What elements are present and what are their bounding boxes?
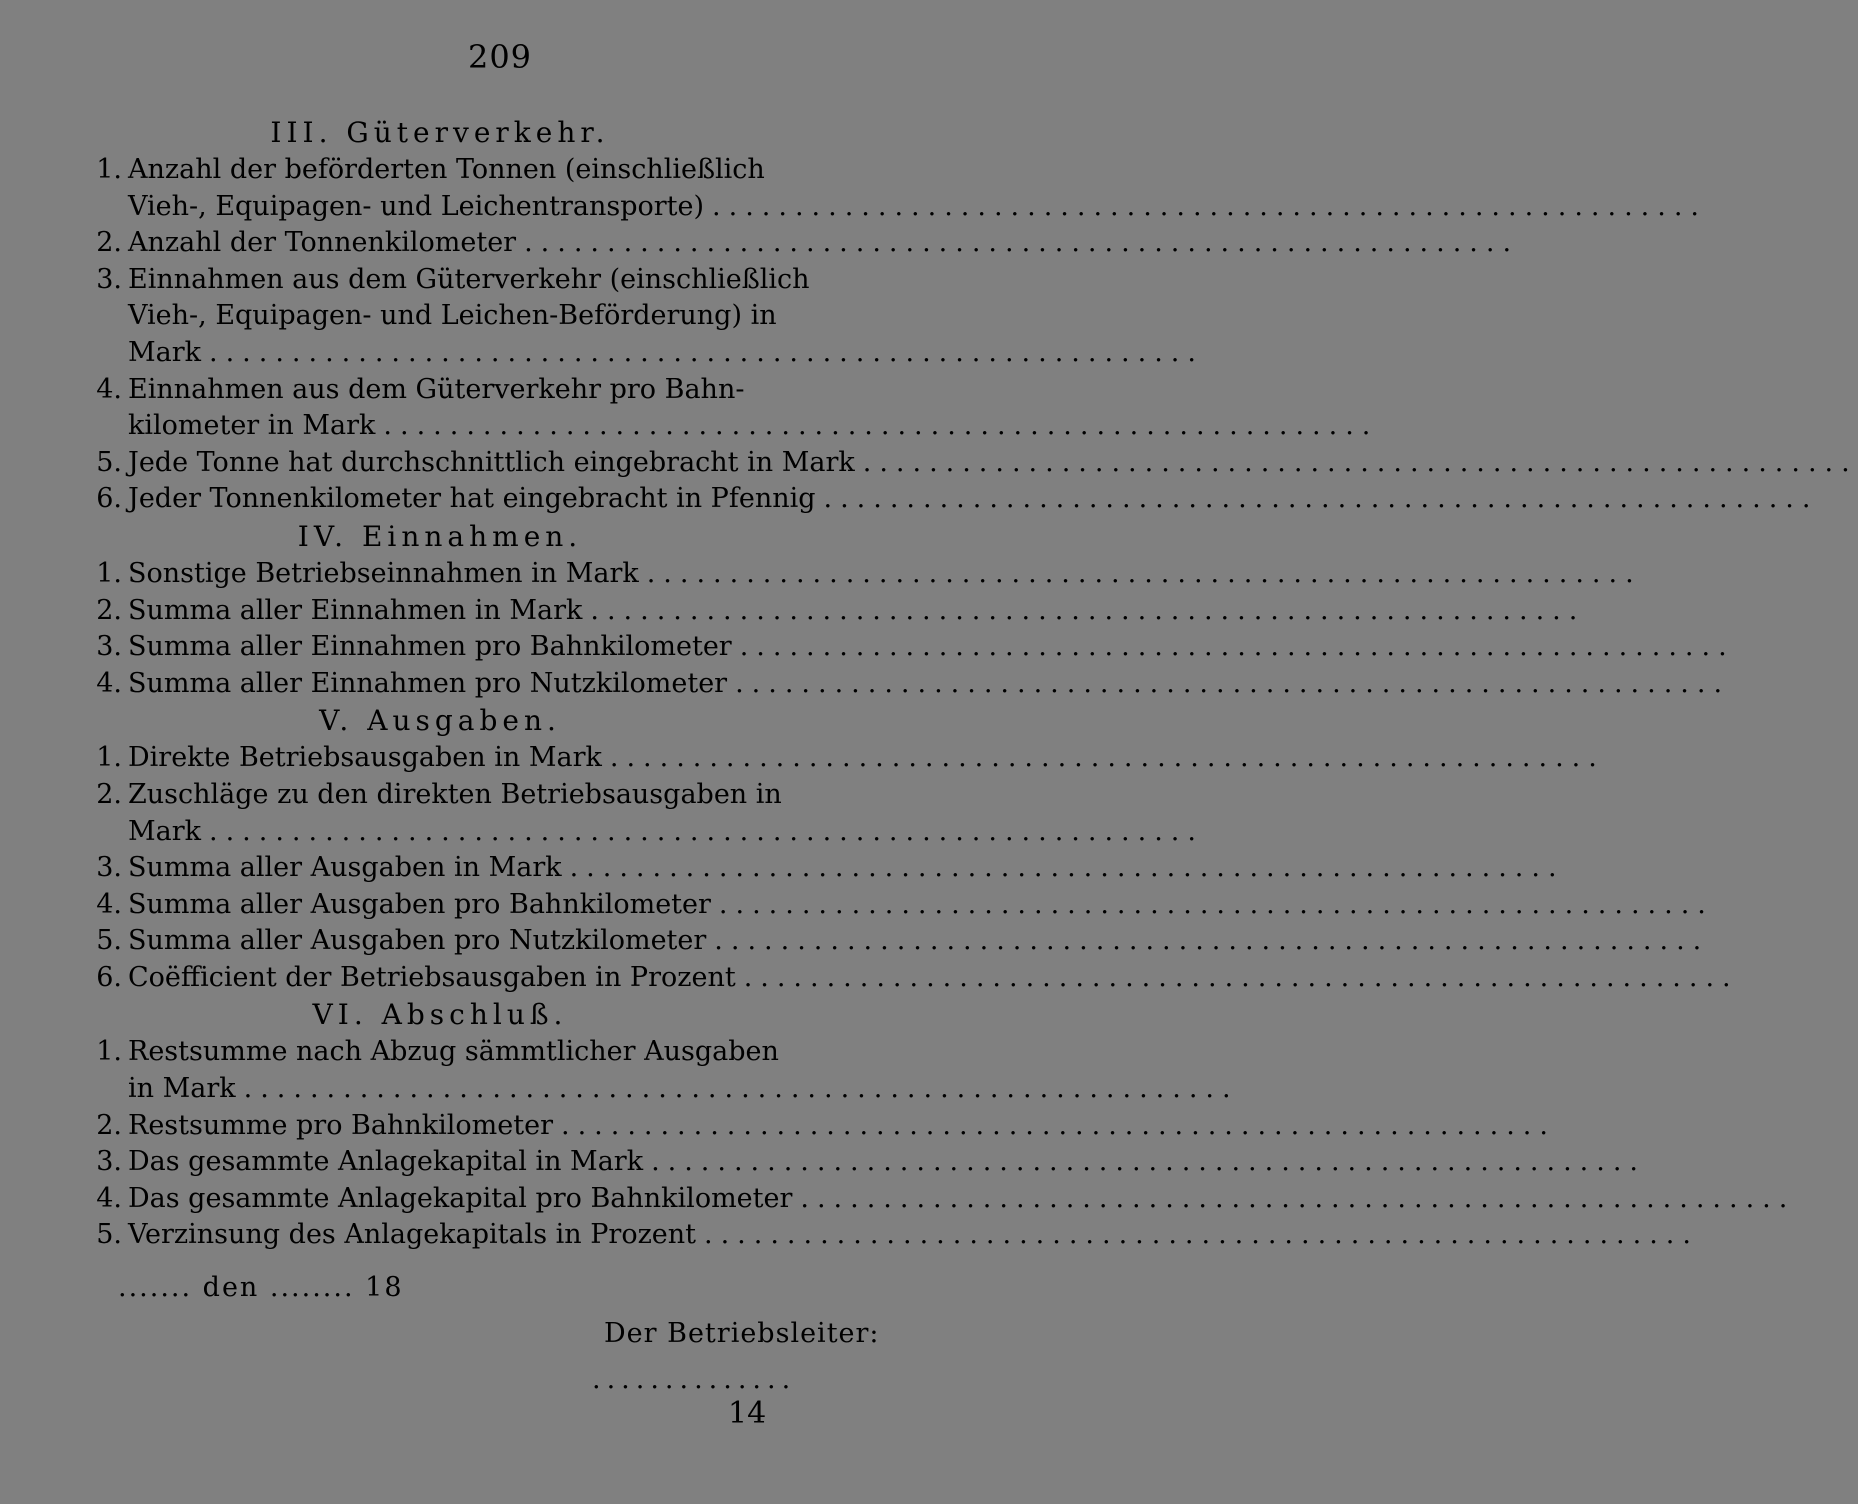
leader-dots: ............................................................ <box>609 742 1605 774</box>
item-line <box>128 262 1204 299</box>
item-number: 5. <box>96 925 122 957</box>
item-number: 5. <box>96 446 122 478</box>
item-text <box>128 740 1605 777</box>
item-line-text: Einnahmen aus dem Güterverkehr pro Bahn- <box>128 373 745 405</box>
item-number: 6. <box>96 483 122 515</box>
item-line <box>128 923 1709 960</box>
item-line <box>128 1181 1795 1218</box>
leader-dots: ............................................................ <box>718 888 1714 920</box>
item-line <box>128 814 1204 851</box>
item-line-text: Einnahmen aus dem Güterverkehr (einschließlich <box>128 263 810 295</box>
item-line-text: Vieh-, Equipagen- und Leichentransporte) <box>128 190 705 222</box>
leader-dots: ............................................................ <box>712 190 1707 222</box>
signature-dots: .............. <box>592 1364 797 1395</box>
section-title: VI. Abschluß. <box>312 998 568 1032</box>
item-line <box>128 593 1585 630</box>
item-line <box>128 225 1519 262</box>
item-line-text: Vieh-, Equipagen- und Leichen-Beförderung) in <box>128 300 777 332</box>
list-item <box>70 777 1204 850</box>
item-line-text: Zuschläge zu den direkten Betriebsausgaben in <box>128 778 782 810</box>
item-line <box>128 1034 1239 1071</box>
item-text <box>128 225 1519 262</box>
item-number: 4. <box>96 373 122 405</box>
item-number: 2. <box>96 778 122 810</box>
item-text <box>128 850 1565 887</box>
item-line-text: Summa aller Ausgaben in Mark <box>128 852 562 884</box>
item-text <box>128 777 1204 850</box>
section-title: V. Ausgaben. <box>319 704 561 738</box>
leader-dots: ............................................................ <box>243 1073 1239 1105</box>
item-line <box>128 189 1707 226</box>
item-line <box>128 777 1204 814</box>
list-item <box>70 1108 1556 1145</box>
item-line-text: kilometer in Mark <box>128 410 376 442</box>
item-text <box>128 445 1858 482</box>
list-item <box>70 445 1858 482</box>
item-text <box>128 556 1642 593</box>
item-number: 1. <box>96 742 122 774</box>
item-line-text: Summa aller Einnahmen pro Nutzkilometer <box>128 667 728 699</box>
item-number: 2. <box>96 1109 122 1141</box>
item-number: 3. <box>96 263 122 295</box>
list-item <box>70 629 1735 666</box>
item-text <box>128 1181 1795 1218</box>
item-line-text: Das gesammte Anlagekapital pro Bahnkilometer <box>128 1182 793 1214</box>
item-number: 6. <box>96 961 122 993</box>
list-item <box>70 481 1819 518</box>
item-line <box>128 1144 1646 1181</box>
item-line-text: Summa aller Ausgaben pro Bahnkilometer <box>128 888 711 920</box>
item-line-text: Coëfficient der Betriebsausgaben in Prozent <box>128 961 736 993</box>
list-item <box>70 1217 1699 1254</box>
item-line-text: Mark <box>128 336 202 368</box>
list-item <box>70 152 1707 225</box>
item-number: 3. <box>96 1146 122 1178</box>
item-number: 4. <box>96 667 122 699</box>
item-line <box>128 556 1642 593</box>
list-item <box>70 1181 1796 1218</box>
leader-dots: ............................................................ <box>735 667 1731 699</box>
item-line <box>128 372 1378 409</box>
leader-dots: ............................................................ <box>714 925 1710 957</box>
item-number: 4. <box>96 1182 122 1214</box>
leader-dots: ............................................................ <box>651 1146 1647 1178</box>
item-number: 2. <box>96 227 122 259</box>
list-item <box>70 1034 1239 1107</box>
item-number: 1. <box>96 154 122 185</box>
leader-dots: ............................................................ <box>739 631 1735 663</box>
leader-dots: ............................................................ <box>646 557 1642 589</box>
list-item <box>70 850 1565 887</box>
item-line-text: Restsumme pro Bahnkilometer <box>128 1109 553 1141</box>
leader-dots: ............................................................ <box>704 1219 1699 1251</box>
page-number: 209 <box>467 38 533 76</box>
item-line <box>128 408 1378 445</box>
signature-label: Der Betriebsleiter: <box>604 1318 880 1349</box>
list-item <box>70 960 1739 997</box>
item-line-text: Summa aller Einnahmen in Mark <box>128 594 583 626</box>
item-line <box>128 850 1565 887</box>
item-line <box>128 481 1818 518</box>
item-text <box>128 666 1730 703</box>
leader-dots: ............................................................ <box>862 446 1858 478</box>
leader-dots: ............................................................ <box>743 961 1739 993</box>
leader-dots: ............................................................ <box>209 815 1204 847</box>
list-item <box>70 262 1204 372</box>
item-line-text: Jede Tonne hat durchschnittlich eingebracht in Mark <box>128 446 855 478</box>
item-line-text: Das gesammte Anlagekapital in Mark <box>128 1146 644 1178</box>
item-line-text: Restsumme nach Abzug sämmtlicher Ausgaben <box>128 1036 779 1068</box>
item-line-text: Mark <box>128 815 202 847</box>
item-number: 4. <box>96 888 122 920</box>
item-text <box>128 372 1378 445</box>
item-number: 1. <box>96 1036 122 1068</box>
item-line <box>128 1108 1556 1145</box>
item-number: 5. <box>96 1219 122 1251</box>
leader-dots: ............................................................ <box>209 336 1204 368</box>
item-number: 3. <box>96 631 122 663</box>
item-text <box>128 960 1739 997</box>
item-text <box>128 1217 1699 1254</box>
list-item <box>70 225 1520 262</box>
section-title: III. Güterverkehr. <box>270 116 610 149</box>
item-line-text: Anzahl der beförderten Tonnen (einschließlich <box>128 154 765 185</box>
list-item <box>70 1144 1647 1181</box>
item-text <box>128 629 1735 666</box>
item-text <box>128 481 1818 518</box>
leader-dots: ............................................................ <box>800 1182 1796 1214</box>
item-line-text: Jeder Tonnenkilometer hat eingebracht in Pfennig <box>128 483 816 515</box>
item-line <box>128 445 1858 482</box>
list-item <box>70 372 1379 445</box>
item-line-text: Verzinsung des Anlagekapitals in Prozent <box>128 1219 697 1251</box>
item-line <box>128 152 1707 189</box>
list-item <box>70 887 1714 924</box>
item-line <box>128 666 1730 703</box>
item-text <box>128 593 1585 630</box>
list-item <box>70 666 1731 703</box>
item-number: 1. <box>96 557 122 589</box>
list-item <box>70 923 1710 960</box>
item-line <box>128 298 1204 335</box>
item-line-text: Direkte Betriebsausgaben in Mark <box>128 742 602 774</box>
item-text <box>128 923 1709 960</box>
section-title: IV. Einnahmen. <box>297 519 583 553</box>
item-number: 3. <box>96 852 122 884</box>
item-line <box>128 629 1735 666</box>
leader-dots: ............................................................ <box>823 483 1819 515</box>
leader-dots: ............................................................ <box>560 1109 1556 1141</box>
item-line-text: in Mark <box>128 1073 236 1105</box>
leader-dots: ............................................................ <box>524 227 1520 259</box>
list-item <box>70 556 1642 593</box>
item-text <box>128 152 1707 225</box>
item-line <box>128 1071 1239 1108</box>
leader-dots: ............................................................ <box>383 410 1379 442</box>
item-text <box>128 262 1204 372</box>
list-item <box>70 593 1586 630</box>
item-text <box>128 1144 1646 1181</box>
leader-dots: ............................................................ <box>569 852 1565 884</box>
item-line <box>128 335 1204 372</box>
item-line <box>128 960 1739 997</box>
leader-dots: ............................................................ <box>590 594 1586 626</box>
item-text <box>128 887 1714 924</box>
item-text <box>128 1108 1556 1145</box>
sheet-number: 14 <box>728 1396 767 1431</box>
item-line <box>128 740 1605 777</box>
item-line-text: Sonstige Betriebseinnahmen in Mark <box>128 557 639 589</box>
item-line-text: Summa aller Einnahmen pro Bahnkilometer <box>128 631 732 663</box>
item-number: 2. <box>96 594 122 626</box>
form-content <box>70 114 1858 1254</box>
list-item <box>70 740 1605 777</box>
item-text <box>128 1034 1239 1107</box>
item-line-text: Anzahl der Tonnenkilometer <box>128 227 517 259</box>
item-line-text: Summa aller Ausgaben pro Nutzkilometer <box>128 925 707 957</box>
item-line <box>128 887 1714 924</box>
date-line: ....... den ........ 18 <box>118 1272 404 1303</box>
item-line <box>128 1217 1699 1254</box>
